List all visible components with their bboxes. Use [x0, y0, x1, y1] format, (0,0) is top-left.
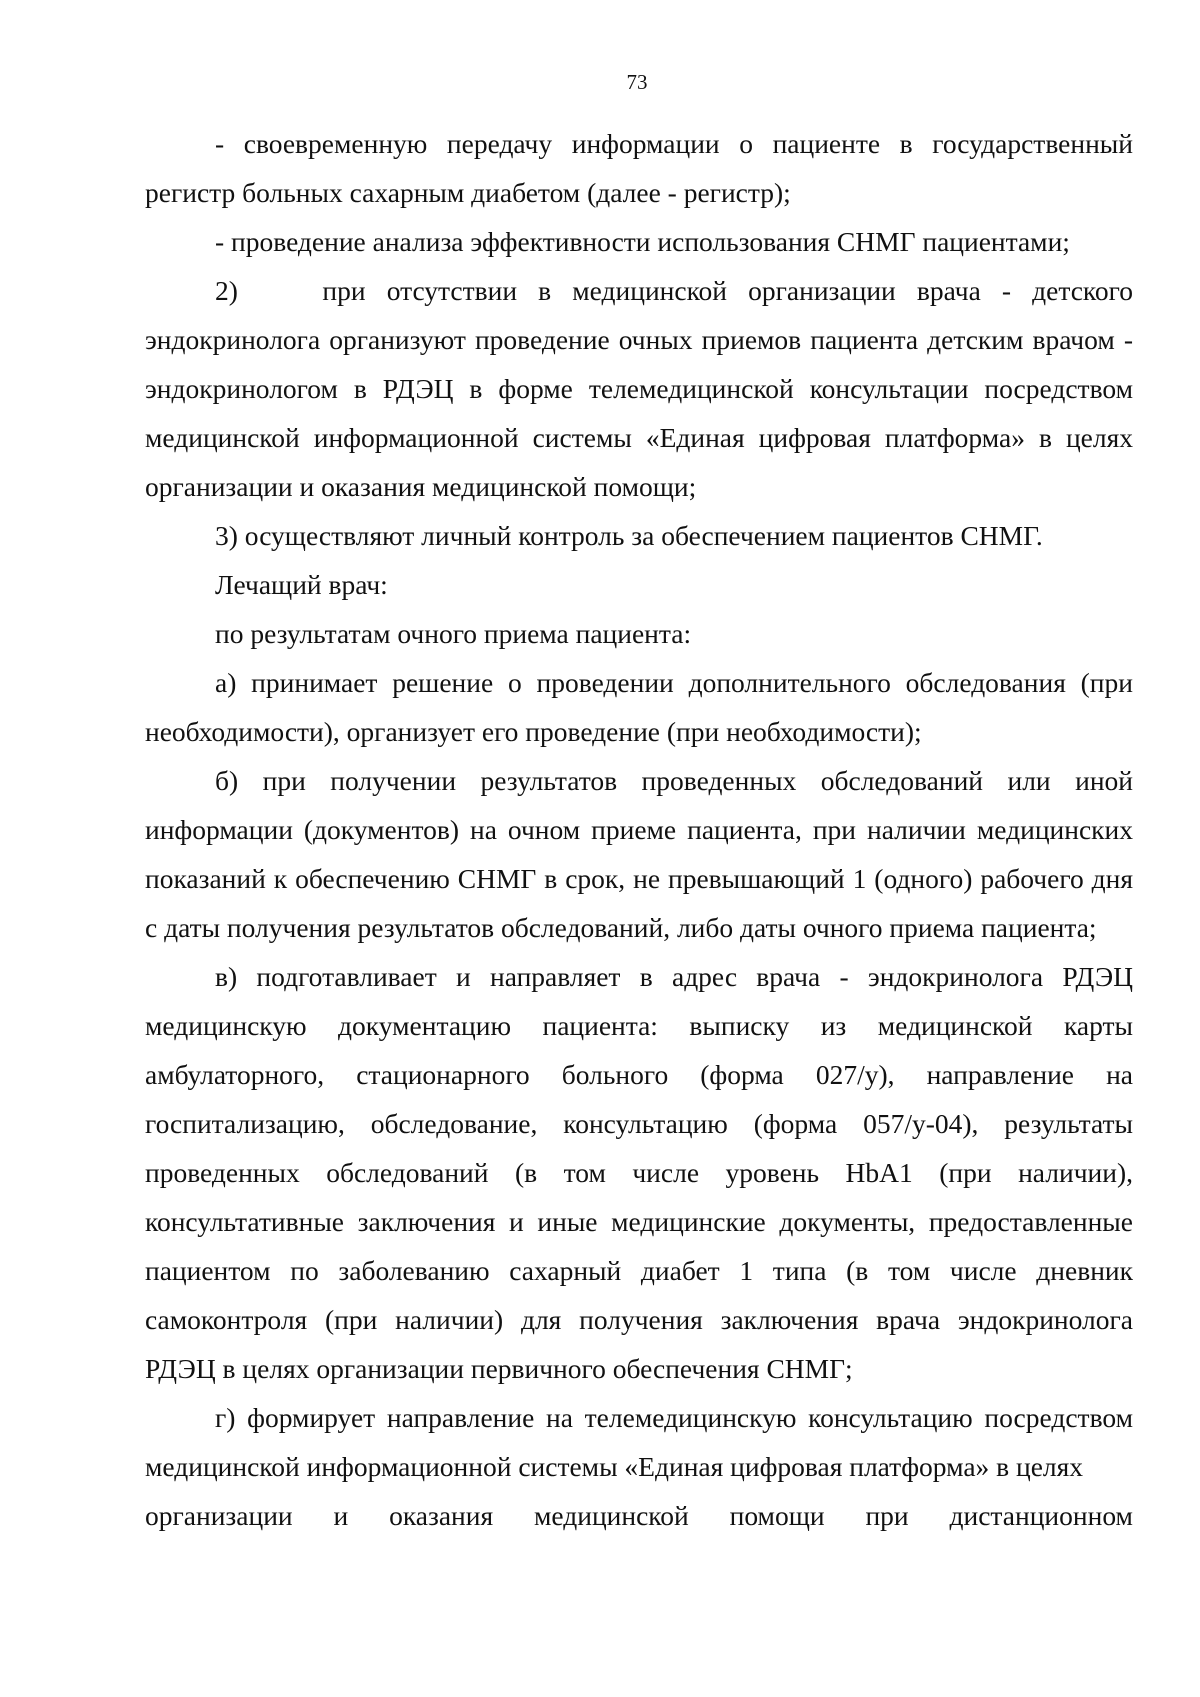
word: помощи [729, 1500, 825, 1531]
document-body [145, 119, 1133, 1540]
word: медицинской [534, 1500, 689, 1531]
paragraph-attending-doctor: Лечащий врач: [215, 569, 388, 600]
word: дистанционном [949, 1500, 1133, 1531]
word: при [865, 1500, 909, 1531]
paragraph-item-a: а) принимает решение о проведении дополнительного обследования (при необходимости), организует его проведение (при необходимости); [145, 667, 1133, 747]
paragraph-item-b: б) при получении результатов проведенных обследований или иной информации (документов) на очном приеме пациента, при наличии медицинских показаний к обеспечению СНМГ в срок, не превышающий 1 (одного) рабочего дня с даты получения результатов обследований, либо даты очного приема пациента; [145, 765, 1133, 943]
paragraph-visit-results: по результатам очного приема пациента: [215, 618, 692, 649]
paragraph-item-v: в) подготавливает и направляет в адрес врача - эндокринолога РДЭЦ медицинскую документацию пациента: выписку из медицинской карты амбулаторного, стационарного больного (форма 027/у), направление на госпитализацию, обследование, консультацию (форма 057/у-04), результаты проведенных обследований (в том числе уровень HbA1 (при наличии), консультативные заключения и иные медицинские документы, предоставленные пациентом по заболеванию сахарный диабет 1 типа (в том числе дневник самоконтроля (при наличии) для получения заключения врача эндокринолога РДЭЦ в целях организации первичного обеспечения СНМГ; [145, 961, 1133, 1384]
paragraph-item-g-last-line [145, 1491, 1133, 1540]
word: оказания [389, 1500, 494, 1531]
paragraph-item-3: 3) осуществляют личный контроль за обеспечением пациентов СНМГ. [215, 520, 1043, 551]
page-number: 73 [626, 70, 648, 94]
paragraph-item-g: г) формирует направление на телемедицинскую консультацию посредством медицинской информационной системы «Единая цифровая платформа» в целях [145, 1402, 1133, 1482]
paragraph-analysis: - проведение анализа эффективности использования СНМГ пациентами; [215, 226, 1070, 257]
paragraph-item-2: 2) при отсутствии в медицинской организации врача - детского эндокринолога организуют проведение очных приемов пациента детским врачом - эндокринологом в РДЭЦ в форме телемедицинской консультации посредством медицинской информационной системы «Единая цифровая платформа» в целях организации и оказания медицинской помощи; [145, 275, 1133, 502]
word: организации [145, 1500, 293, 1531]
word: и [333, 1500, 349, 1531]
paragraph-registry-transfer: - своевременную передачу информации о пациенте в государственный регистр больных сахарным диабетом (далее - регистр); [145, 128, 1133, 208]
